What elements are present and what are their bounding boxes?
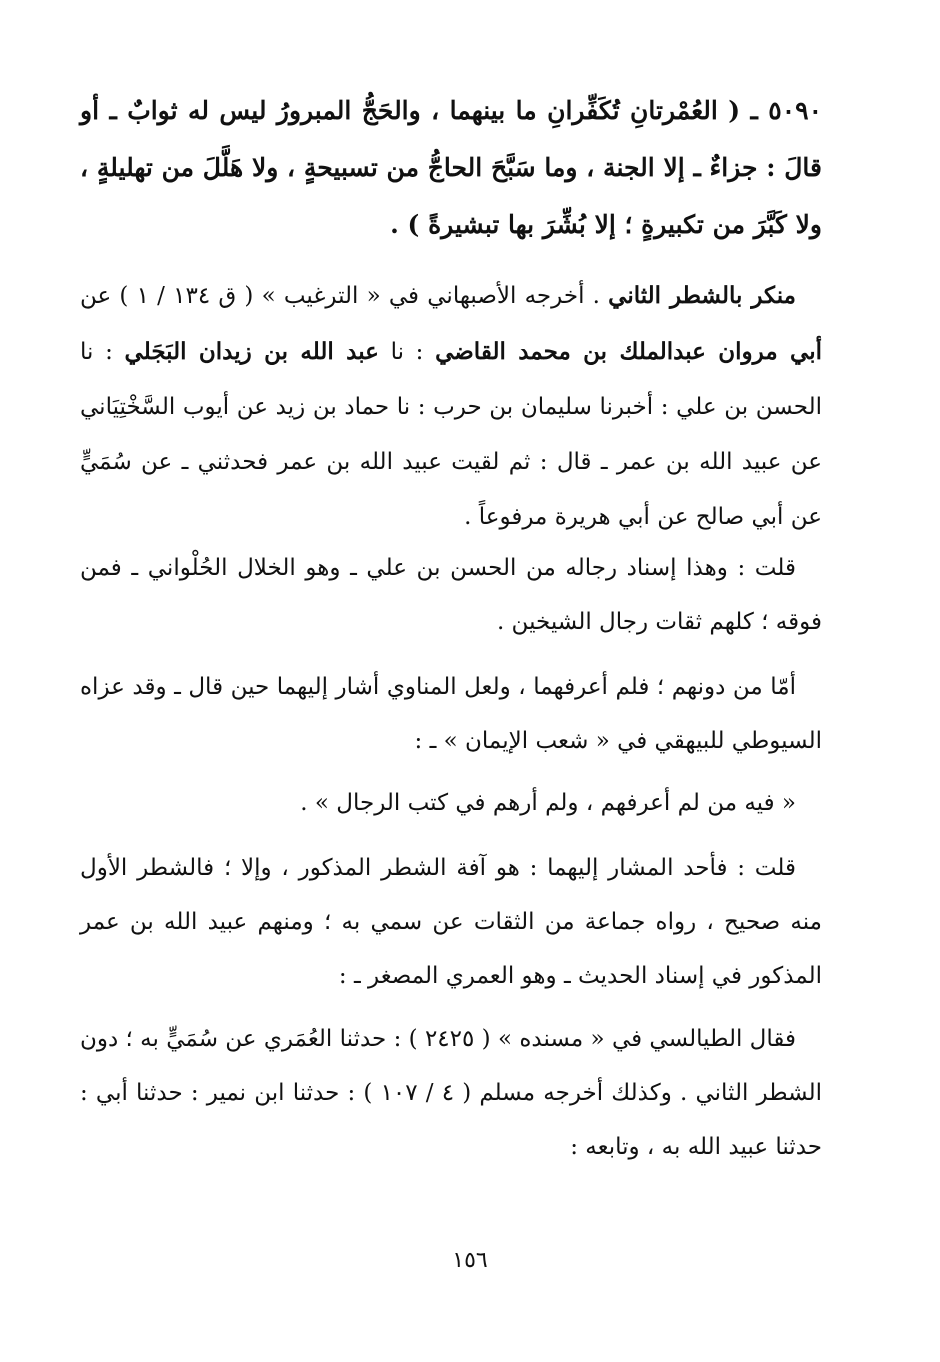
narrator-name-2: عبد الله بن زيدان البَجَلي	[124, 338, 379, 365]
hadith-body: ـ ( العُمْرتانِ تُكَفِّرانِ ما بينهما ، والحَجُّ المبرورُ ليس له ثوابٌ ـ أو قالَ : جزاءٌ ـ إلا الجنة ، وما سَبَّحَ الحاجُّ من تسبيحةٍ ، ولا هَلَّلَ من تهليلةٍ ، ولا كَبَّرَ من تكبيرةٍ ؛ إلا بُشِّرَ بها تبشيرةً ) .	[80, 96, 822, 239]
ruling-lead: منكر بالشطر الثاني	[608, 282, 797, 309]
hadith-number: ٥٠٩٠	[768, 96, 822, 125]
comment-paragraph-1	[80, 541, 822, 649]
takhrij-text-3: : نا الحسن بن علي : أخبرنا سليمان بن حرب : نا حماد بن زيد عن أيوب السَّخْتِيَاني عن عبيد الله بن عمر ـ قال : ثم لقيت عبيد الله بن عمر فحدثني ـ عن سُمَيٍّ عن أبي صالح عن أبي هريرة مرفوعاً .	[80, 339, 822, 530]
quotation-text: « فيه من لم أعرفهم ، ولم أرهم في كتب الرجال » .	[300, 790, 796, 816]
quotation-paragraph	[80, 776, 822, 831]
narrator-name-1: أبي مروان عبدالملك بن محمد القاضي	[435, 338, 822, 365]
takhrij-paragraph	[80, 268, 822, 545]
comment-paragraph-2	[80, 660, 822, 768]
page-number: ١٥٦	[452, 1248, 488, 1273]
comment-text-4: فقال الطيالسي في « مسنده » ( ٢٤٢٥ ) : حدثنا العُمَري عن سُمَيٍّ به ؛ دون الشطر الثاني . وكذلك أخرجه مسلم ( ٤ / ١٠٧ ) : حدثنا ابن نمير : حدثنا أبي : حدثنا عبيد الله به ، وتابعه :	[80, 1026, 823, 1160]
comment-text-2: أمّا من دونهم ؛ فلم أعرفهما ، ولعل المناوي أشار إليهما حين قال ـ وقد عزاه السيوطي للبيهقي في « شعب الإيمان » ـ :	[80, 674, 822, 754]
takhrij-text-1: . أخرجه الأصبهاني في « الترغيب » ( ق ١٣٤ / ١ ) عن	[80, 283, 609, 309]
comment-paragraph-4	[80, 1012, 822, 1174]
takhrij-text-2: : نا	[378, 339, 436, 365]
comment-text-3: قلت : فأحد المشار إليهما : هو آفة الشطر المذكور ، وإلا ؛ فالشطر الأول منه صحيح ، رواه جماعة من الثقات عن سمي به ؛ ومنهم عبيد الله بن عمر المذكور في إسناد الحديث ـ وهو العمري المصغر ـ :	[80, 855, 822, 989]
hadith-text	[80, 82, 822, 253]
comment-paragraph-3	[80, 841, 822, 1003]
comment-text-1: قلت : وهذا إسناد رجاله من الحسن بن علي ـ وهو الخلال الحُلْواني ـ فمن فوقه ؛ كلهم ثقات رجال الشيخين .	[80, 555, 822, 635]
